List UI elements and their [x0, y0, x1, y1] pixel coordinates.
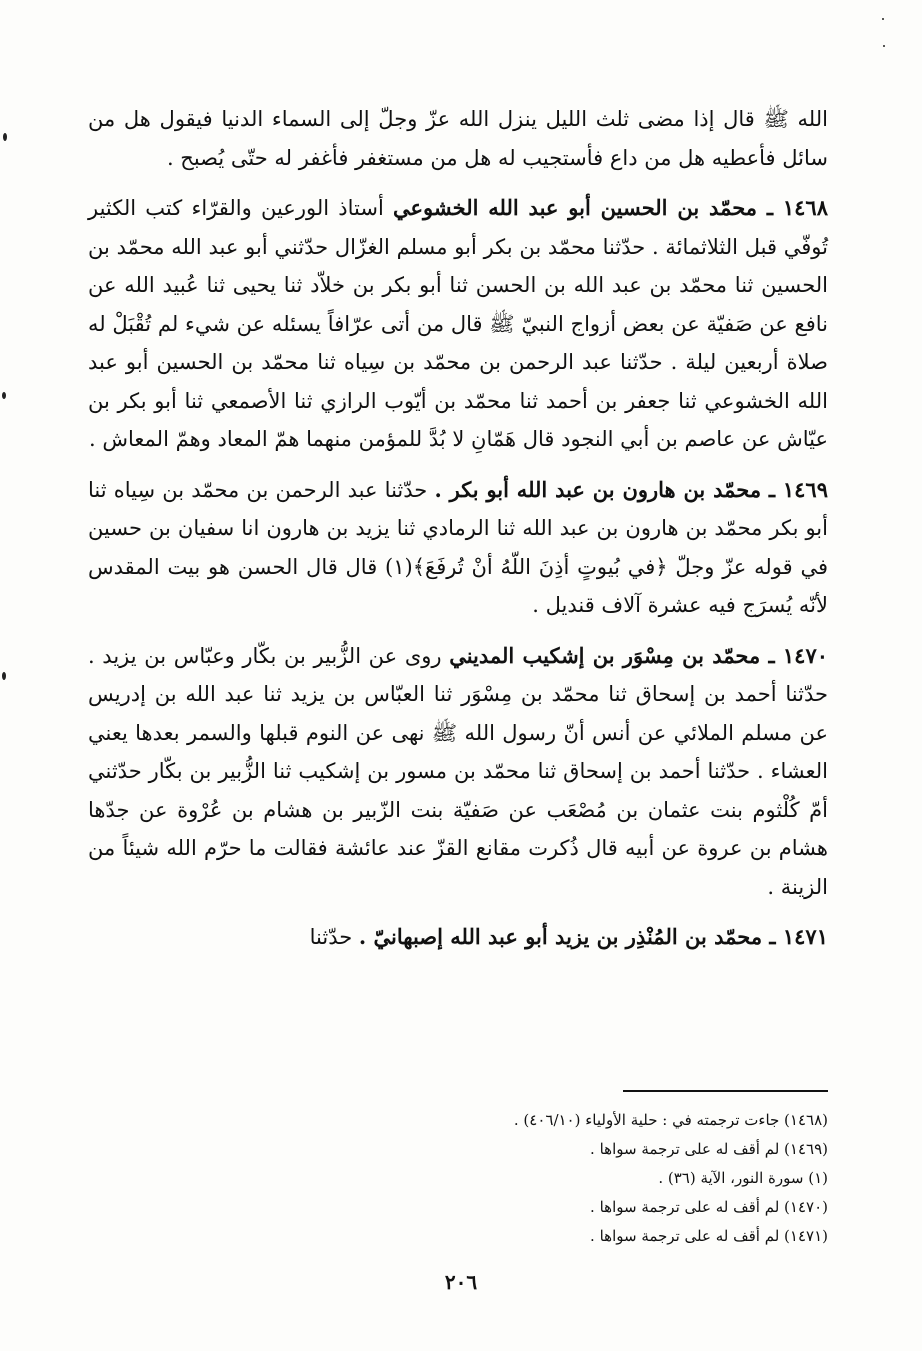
footnote: (١٤٦٩) لم أقف له على ترجمة سواها .: [590, 1140, 828, 1158]
paragraph-entry-1470: [88, 637, 828, 907]
entry-heading: ١٤٧١ ـ محمّد بن المُنْذِر بن يزيد أبو عبد الله إصبهانيّ .: [358, 924, 828, 949]
paragraph-continuation: [88, 100, 828, 177]
paragraph-entry-1469: [88, 471, 828, 625]
entry-heading: ١٤٦٨ ـ محمّد بن الحسين أبو عبد الله الخشوعي: [393, 195, 828, 220]
entry-text: حدّثنا عبد الرحمن بن محمّد بن سِياه ثنا أبو بكر محمّد بن هارون بن عبد الله ثنا الرمادي ثنا يزيد بن هارون انا سفيان بن حسين في قوله عزّ وجلّ ﴿في بُيوتٍ أذِنَ اللّهُ أنْ تُرفَعَ﴾(١) قال قال الحسن هو بيت المقدس لأنّه يُسرَج فيه عشرة آلاف قنديل .: [88, 477, 828, 617]
scan-speck: [2, 392, 6, 399]
paragraph-entry-1468: [88, 189, 828, 459]
footnote: (١٤٧٠) لم أقف له على ترجمة سواها .: [590, 1198, 828, 1216]
footnote: (١) سورة النور، الآية (٣٦) .: [658, 1169, 828, 1187]
entry-text: روى عن الزُّبير بن بكّار وعبّاس بن يزيد . حدّثنا أحمد بن إسحاق ثنا محمّد بن مِسْوَر ثنا العبّاس بن يزيد ثنا عبد الله بن إدريس عن مسلم الملائي عن أنس أنّ رسول الله ﷺ نهى عن النوم قبلها والسمر بعدها يعني العشاء . حدّثنا أحمد بن إسحاق ثنا محمّد بن مسور بن إشكيب ثنا الزُّبير بن بكّار حدّثني أمّ كُلْثوم بنت عثمان بن مُصْعَب عن صَفيّة بنت الزّبير بن هشام بن عُرْوة عن جدّها هشام بن عروة عن أبيه قال ذُكرت مقانع القزّ عند عائشة فقالت ما حرّم الله شيئاً من الزينة .: [88, 643, 828, 899]
footnote: (١٤٧١) لم أقف له على ترجمة سواها .: [590, 1227, 828, 1245]
page-number: ٢٠٦: [444, 1270, 478, 1294]
footnotes: [128, 1106, 828, 1251]
scan-speck: [882, 18, 884, 20]
scan-speck: [3, 133, 7, 141]
paragraph-entry-1471: [88, 918, 828, 957]
entry-text: حدّثنا: [309, 925, 353, 949]
entry-text: الله ﷺ قال إذا مضى ثلث الليل ينزل الله عزّ وجلّ إلى السماء الدنيا فيقول هل من سائل فأعطيه هل من داع فأستجيب له هل من مستغفر فأغفر له حتّى يُصبح .: [88, 107, 828, 170]
footnote: (١٤٦٨) جاءت ترجمته في : حلية الأولياء (٤٠٦/١٠) .: [513, 1111, 828, 1129]
page-body: [88, 100, 828, 957]
entry-heading: ١٤٧٠ ـ محمّد بن مِسْوَر بن إشكيب المديني: [449, 642, 829, 668]
scan-speck: [883, 45, 885, 47]
entry-heading: ١٤٦٩ ـ محمّد بن هارون بن عبد الله أبو بكر .: [434, 476, 828, 502]
footnote-divider: [623, 1090, 828, 1092]
scan-speck: [2, 672, 6, 680]
entry-text: أستاذ الورعين والقرّاء كتب الكثير تُوفّي قبل الثلاثمائة . حدّثنا محمّد بن بكر أبو مسلم الغزّال حدّثني أبو عبد الله محمّد بن الحسين ثنا محمّد بن عبد الله بن الحسن ثنا أبو بكر بن خلاّد ثنا يحيى ثنا عُبيد الله عن نافع عن صَفيّة عن بعض أزواج النبيّ ﷺ قال من أتى عرّافاً يسئله عن شيء لم تُقْبَلْ له صلاة أربعين ليلة . حدّثنا عبد الرحمن بن محمّد بن سِياه ثنا محمّد بن الحسين أبو عبد الله الخشوعي ثنا جعفر بن أحمد ثنا محمّد بن أيّوب الرازي ثنا الأصمعي ثنا أبو بكر بن عيّاش عن عاصم بن أبي النجود قال هَمّانِ لا بُدَّ للمؤمن منهما همّ المعاد وهمّ المعاش .: [88, 196, 828, 451]
